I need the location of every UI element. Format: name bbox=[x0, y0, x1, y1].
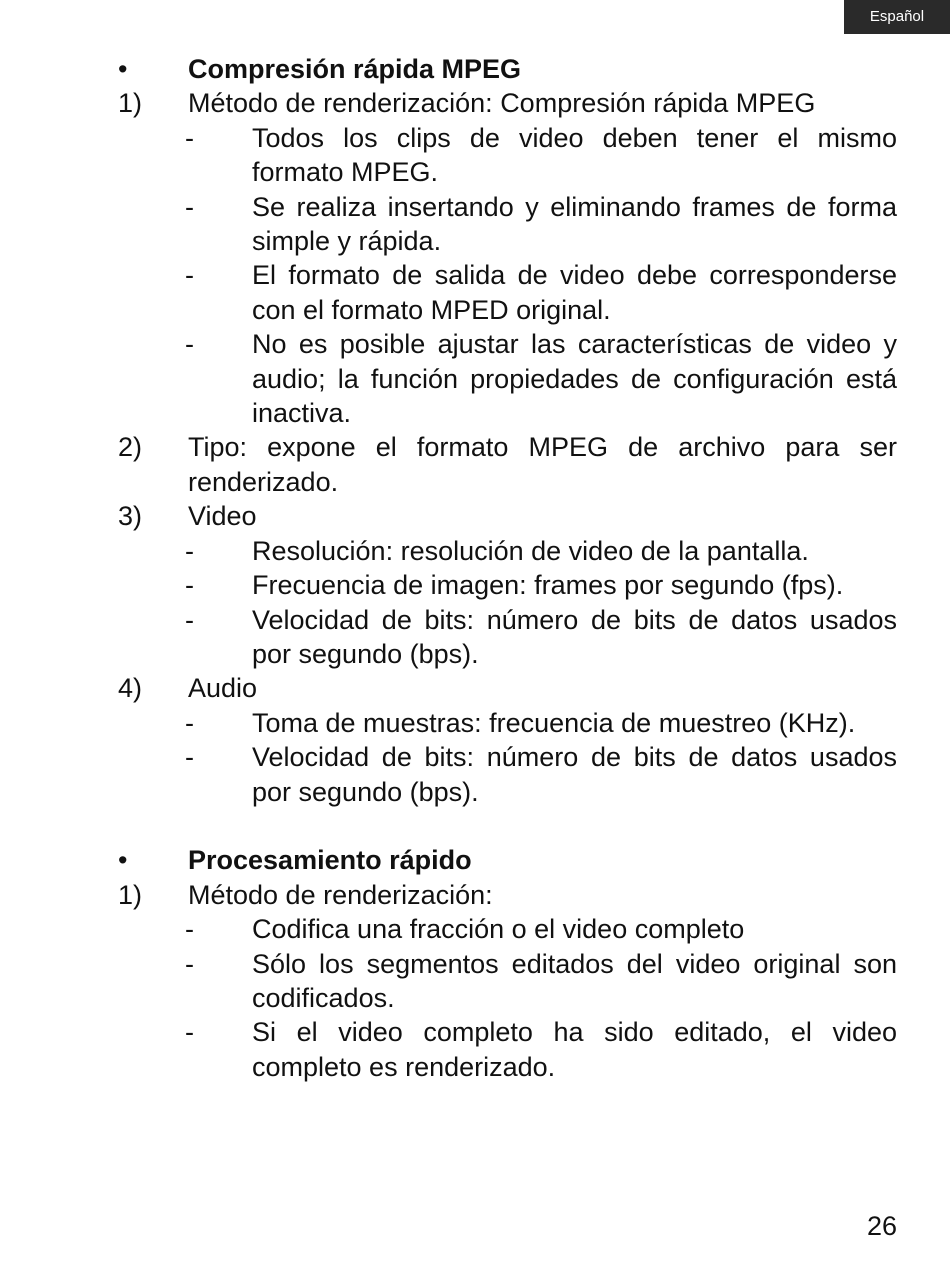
bullet-marker: • bbox=[118, 845, 128, 876]
section-title: Compresión rápida MPEG bbox=[188, 54, 522, 84]
item-text: No es posible ajustar las características de video y audio; la función propiedades de configuración está inactiva. bbox=[252, 329, 897, 429]
dash-marker: - bbox=[185, 191, 194, 222]
section-heading-procesamiento bbox=[0, 843, 950, 877]
item-text: Si el video completo ha sido editado, el video completo es renderizado. bbox=[252, 1017, 897, 1082]
list-item bbox=[0, 878, 950, 912]
dash-marker: - bbox=[185, 948, 194, 979]
list-item bbox=[0, 671, 950, 705]
item-text: Video bbox=[188, 501, 257, 532]
sub-list-item bbox=[0, 706, 950, 740]
item-text: Velocidad de bits: número de bits de datos usados por segundo (bps). bbox=[252, 604, 897, 669]
dash-marker: - bbox=[185, 329, 194, 360]
sub-list-item bbox=[0, 190, 950, 259]
item-text: Método de renderización: Compresión rápida MPEG bbox=[188, 88, 816, 119]
number-marker: 2) bbox=[118, 432, 143, 463]
item-text: El formato de salida de video debe corresponderse con el formato MPED original. bbox=[252, 260, 897, 325]
sub-list-item bbox=[0, 121, 950, 190]
dash-marker: - bbox=[185, 914, 194, 945]
item-text: Tipo: expone el formato MPEG de archivo para ser renderizado. bbox=[188, 432, 897, 497]
item-text: Toma de muestras: frecuencia de muestreo (KHz). bbox=[252, 707, 856, 738]
sub-list-item bbox=[0, 568, 950, 602]
item-text: Se realiza insertando y eliminando frames de forma simple y rápida. bbox=[252, 191, 897, 257]
item-text: Todos los clips de video deben tener el mismo formato MPEG. bbox=[252, 122, 897, 188]
number-marker: 1) bbox=[118, 879, 143, 910]
sub-list-item bbox=[0, 740, 950, 809]
sub-list-item bbox=[0, 534, 950, 568]
item-text: Codifica una fracción o el video completo bbox=[252, 914, 745, 945]
dash-marker: - bbox=[185, 742, 194, 773]
number-marker: 4) bbox=[118, 673, 143, 704]
bullet-marker: • bbox=[118, 54, 128, 84]
list-item bbox=[0, 430, 950, 499]
sub-list-item bbox=[0, 603, 950, 672]
dash-marker: - bbox=[185, 1017, 194, 1048]
section-spacer bbox=[0, 809, 950, 843]
sub-list-item bbox=[0, 1015, 950, 1084]
sub-list-item bbox=[0, 258, 950, 327]
sub-list-item bbox=[0, 947, 950, 1016]
page-number: 26 bbox=[866, 1211, 897, 1241]
list-item bbox=[0, 499, 950, 533]
item-text: Sólo los segmentos editados del video original son codificados. bbox=[252, 948, 897, 1013]
dash-marker: - bbox=[185, 260, 194, 291]
section-title: Procesamiento rápido bbox=[188, 845, 472, 876]
number-marker: 1) bbox=[118, 88, 143, 119]
number-marker: 3) bbox=[118, 501, 143, 532]
sub-list-item bbox=[0, 912, 950, 946]
sub-list-item bbox=[0, 327, 950, 430]
language-tab: Español bbox=[844, 0, 950, 34]
item-text: Resolución: resolución de video de la pantalla. bbox=[252, 535, 809, 566]
dash-marker: - bbox=[185, 570, 194, 601]
document-body bbox=[0, 52, 950, 1084]
item-text: Método de renderización: bbox=[188, 879, 493, 910]
section-heading-mpeg bbox=[0, 52, 950, 86]
item-text: Velocidad de bits: número de bits de datos usados por segundo (bps). bbox=[252, 742, 897, 807]
dash-marker: - bbox=[185, 535, 194, 566]
dash-marker: - bbox=[185, 604, 194, 635]
list-item bbox=[0, 86, 950, 120]
item-text: Frecuencia de imagen: frames por segundo (fps). bbox=[252, 570, 844, 601]
dash-marker: - bbox=[185, 122, 194, 153]
item-text: Audio bbox=[188, 673, 258, 704]
dash-marker: - bbox=[185, 707, 194, 738]
